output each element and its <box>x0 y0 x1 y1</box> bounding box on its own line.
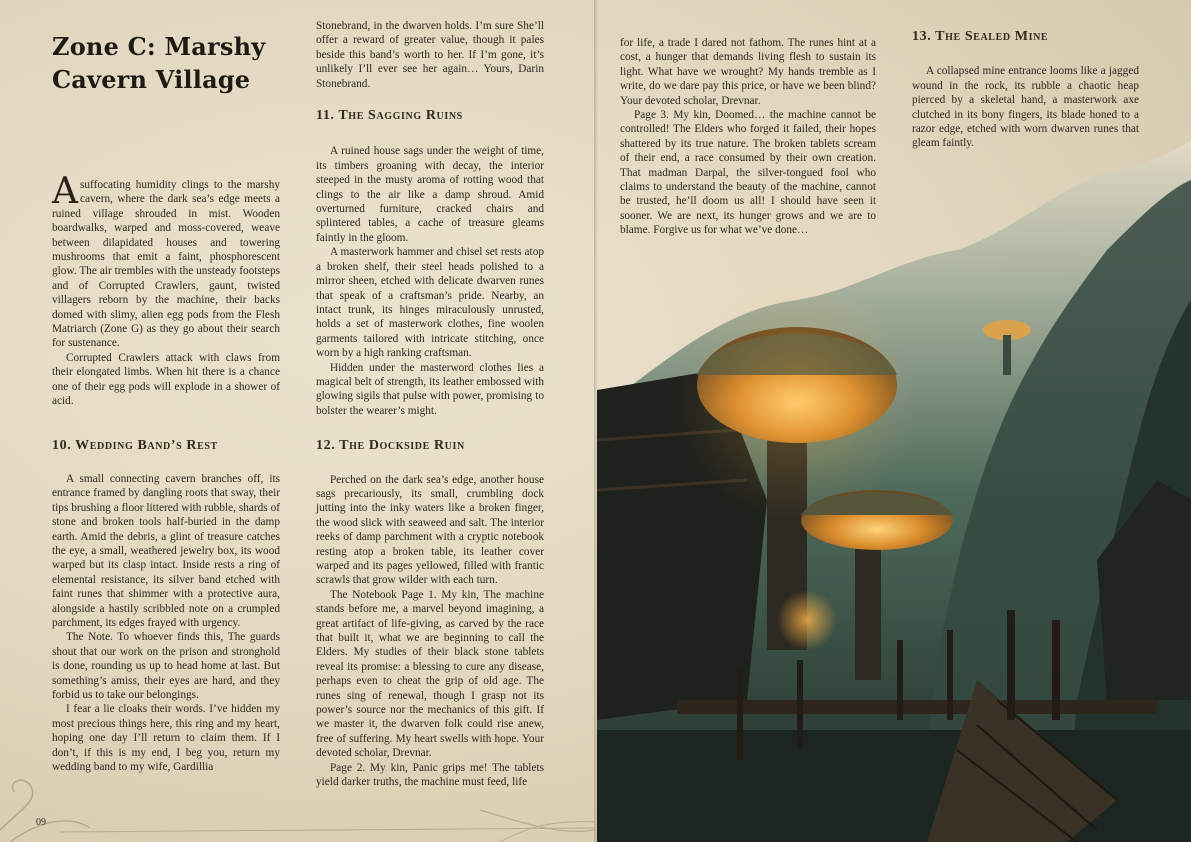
column-3 <box>620 36 876 238</box>
section-10-paragraph-4: Stonebrand, in the dwarven holds. I’m sure She’ll offer a reward of greater value, though it pales beside this band’s worth to her. If I’m gone, it’s unlikely I’ll ever see her again… Yours, Darin Stonebrand. <box>316 20 544 90</box>
section-11-paragraph-2: A masterwork hammer and chisel set rests atop a broken shelf, their steel heads polished to a mirror sheen, etched with delicate dwarven runes that speak of a craftsman’s pride. Nearby, an intact trunk, its hinges miraculously unrusted, holds a set of masterwork clothes, fine woolen garments tailored with intricate stitching, once worn by a high ranking craftsman. <box>316 246 544 360</box>
section-12-title: 12. The Dockside Ruin <box>316 438 465 454</box>
section-13-title: 13. The Sealed Mine <box>912 29 1049 44</box>
corner-flourish <box>0 770 594 842</box>
section-11-title: 11. The Sagging Ruins <box>316 108 463 124</box>
section-10-paragraph-2: The Note. To whoever finds this, The guards shout that our work on the prison and stronghold is done, rounding us up to head home at last. But something’s amiss, their eyes are hard, and they forbid us to take our belongings. <box>52 631 280 701</box>
column-1 <box>52 30 280 774</box>
section-11-paragraph-3: Hidden under the masterword clothes lies a magical belt of strength, its leather embossed with glowing sigils that pulse with power, promising to bolster the wearer’s might. <box>316 361 544 417</box>
intro-paragraph-1: A suffocating humidity clings to the marshy cavern, where the dark sea’s edge meets a ruined village shrouded in mist. Wooden boardwalks, warped and moss-covered, weave between dilapidated houses and towering mushrooms that emit a faint, phosphorescent glow. The air trembles with the unsteady footsteps and of Corrupted Crawlers, gaunt, twisted villagers reborn by the machine, their backs domed with slimy, alien egg pods from the Flesh Matriarch (Zone G) as they go about their search for sustenance. <box>52 171 280 350</box>
section-13-paragraph-1: A collapsed mine entrance looms like a jagged wound in the rock, its rubble a chaotic heap pierced by a skeletal hand, a masterwork axe clutched in its bony fingers, its blade honed to a razor edge, etched with worn dwarven runes that gleam faintly. <box>912 65 1139 150</box>
section-11-paragraph-1: A ruined house sags under the weight of time, its timbers groaning with decay, the interior steeped in the musty aroma of rotting wood that clings to the air like a damp shroud. Amid overturned furniture, cracked chairs and splintered tables, a cache of treasure gleams faintly in the gloom. <box>316 145 544 244</box>
section-12-paragraph-2: The Notebook Page 1. My kin, The machine stands before me, a marvel beyond imagining, a great artifact of life-giving, as carved by the race that built it, what we are beginning to call the Elders. My studies of their black stone tablets reveal its promise: a blessing to cure any disease, perhaps even to cheat the grip of old age. The runes sing of renewal, though I grasp not its power’s source nor the mechanics of this gift. If we master it, the dwarven folk could rise anew, free of suffering. My heart swells with hope. Your devoted scholar, Drevnar. <box>316 588 544 760</box>
section-12-paragraph-5: Page 3. My kin, Doomed… the machine cannot be controlled! The Elders who forged it failed, their hopes shattered by its true nature. The broken tablets scream of their end, a race consumed by their own creation. That madman Darpal, the silver-tongued fool who claims to understand the beauty of the machine, cannot be trusted, he’ll doom us all! I should have seen it sooner. We are next, its hunger grows and we are to blame. Forgive us for what we’ve done… <box>620 109 876 237</box>
section-12-paragraph-4: for life, a trade I dared not fathom. The runes hint at a cost, a hunger that demands living flesh to sustain its light. What have we wrought? My hands tremble as I write, do we dare pay this price, or have we been blind? Your devoted scholar, Drevnar. <box>620 37 876 107</box>
section-12-paragraph-1: Perched on the dark sea’s edge, another house sags precariously, its small, crumbling dock jutting into the inky waters like a broken finger, the wood slick with seaweed and salt. The interior reeks of damp parchment with a cryptic notebook resting atop a broken table, its leather cover warped and its pages yellowed, filled with frantic scrawls that grow wilder with each turn. <box>316 473 544 587</box>
marsh-village-illustration <box>597 140 1191 842</box>
page-number: 09 <box>36 817 46 828</box>
intro-paragraph-2: Corrupted Crawlers attack with claws from their elongated limbs. When hit there is a chance one of their egg pods will explode in a shower of acid. <box>52 351 280 408</box>
drop-cap: A <box>52 171 78 212</box>
section-12-paragraph-3: Page 2. My kin, Panic grips me! The tablets yield darker truths, the machine must feed, life <box>316 761 544 789</box>
column-4 <box>912 30 1139 151</box>
section-10-paragraph-3: I fear a lie cloaks their words. I’ve hidden my most precious things here, this ring and my heart, hoping one day I’ll return to claim them. If I don’t, if this is my end, I beg you, return my wedding band to my wife, Gardillia <box>52 703 280 774</box>
section-10-paragraph-1: A small connecting cavern branches off, its entrance framed by dangling roots that sway, their tips brushing a floor littered with rubble, shards of stone and broken tools half-buried in the damp earth. Amid the debris, a glint of treasure catches the eye, a small, weathered jewelry box, its wood warped but its clasp intact. Inside rests a ring of elemental resistance, its silver band etched with faint runes that shimmer with a protective aura, alongside a hastily scribbled note on a crumpled parchment, its edges frayed with urgency. <box>52 472 280 629</box>
zone-title: Zone C: Marshy Cavern Village <box>52 32 266 94</box>
section-10-title: 10. Wedding Band’s Rest <box>52 437 218 453</box>
book-spine <box>594 0 598 842</box>
column-2 <box>316 19 544 790</box>
